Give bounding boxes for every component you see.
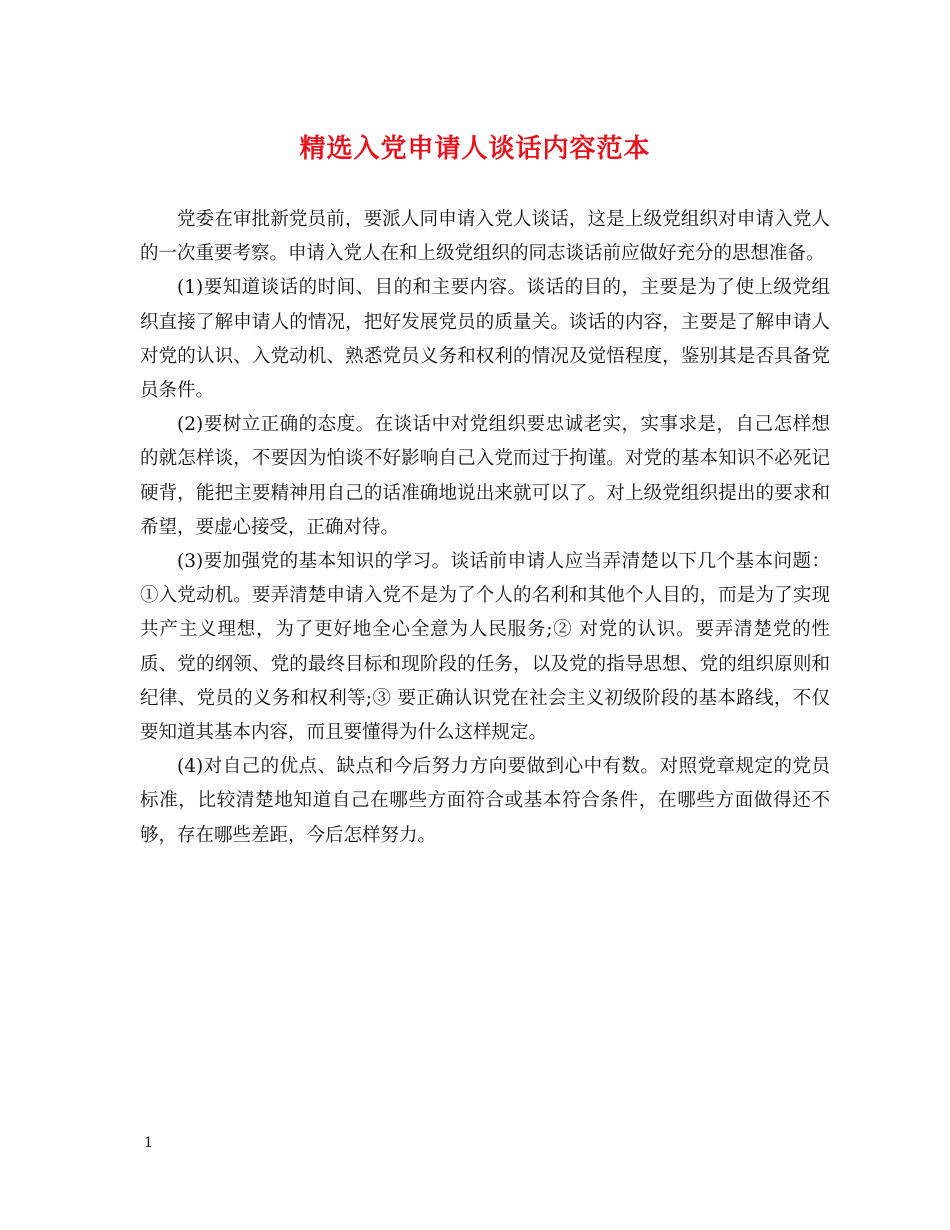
- document-title: 精选入党申请人谈话内容范本: [299, 134, 651, 164]
- paragraph-item-2: (2)要树立正确的态度。在谈话中对党组织要忠诚老实，实事求是，自己怎样想的就怎样谈，不要因为怕谈不好影响自己入党而过于拘谨。对党的基本知识不必死记硬背，能把主要精神用自己的话准确地说出来就可以了。对上级党组织提出的要求和希望，要虚心接受，正确对待。: [140, 414, 830, 538]
- document-body: [140, 203, 830, 853]
- paragraph-intro: 党委在审批新党员前，要派人同申请入党人谈话，这是上级党组织对申请入党人的一次重要考察。申请入党人在和上级党组织的同志谈话前应做好充分的思想准备。: [140, 209, 830, 265]
- page-number: 1: [144, 1135, 153, 1151]
- paragraph-item-4: (4)对自己的优点、缺点和今后努力方向要做到心中有数。对照党章规定的党员标准，比较清楚地知道自己在哪些方面符合或基本符合条件，在哪些方面做得还不够，存在哪些差距，今后怎样努力。: [140, 756, 830, 846]
- paragraph-item-1: (1)要知道谈话的时间、目的和主要内容。谈话的目的，主要是为了使上级党组织直接了解申请人的情况，把好发展党员的质量关。谈话的内容，主要是了解申请人对党的认识、入党动机、熟悉党员义务和权利的情况及觉悟程度，鉴别其是否具备党员条件。: [140, 277, 830, 402]
- paragraph-item-3: (3)要加强党的基本知识的学习。谈话前申请人应当弄清楚以下几个基本问题：①入党动机。要弄清楚申请入党不是为了个人的名利和其他个人目的，而是为了实现共产主义理想，为了更好地全心全意为人民服务;② 对党的认识。要弄清楚党的性质、党的纲领、党的最终目标和现阶段的任务，以及党的指导思想、党的组织原则和纪律、党员的义务和权利等;③ 要正确认识党在社会主义初级阶段的基本路线，不仅要知道其基本内容，而且要懂得为什么这样规定。: [140, 551, 830, 744]
